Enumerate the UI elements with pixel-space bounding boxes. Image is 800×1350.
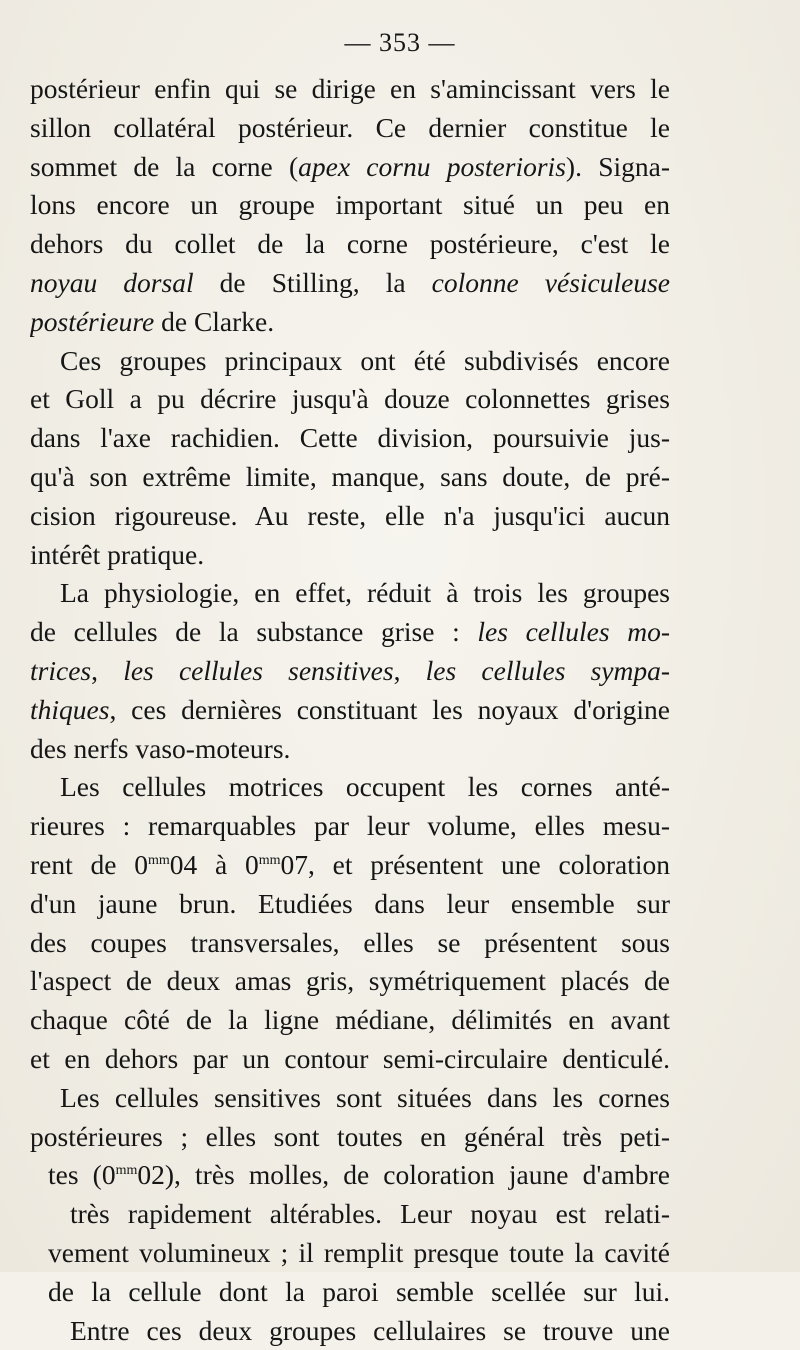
text-run: , — [394, 655, 426, 686]
text-run: lons encore un groupe important situé un peu en — [30, 189, 670, 220]
text-run: de Stilling, la — [194, 267, 432, 298]
text-run: dans l'axe rachidien. Cette division, poursuivie jus- — [30, 422, 670, 453]
text-line — [30, 380, 670, 419]
text-run: chaque côté de la ligne médiane, délimités en avant — [30, 1004, 670, 1035]
text-line — [30, 1195, 670, 1234]
text-line — [30, 342, 670, 381]
italic-text: les cellules sensitives — [123, 655, 393, 686]
italic-text: thiques — [30, 694, 109, 725]
text-run: rent de 0 — [30, 849, 148, 880]
text-run: ). Signa- — [566, 151, 670, 182]
unit-superscript: mm — [259, 853, 281, 868]
text-run: , ces dernières constituant les noyaux d'origine — [109, 694, 670, 725]
text-run: rieures : remarquables par leur volume, elles mesu- — [30, 810, 670, 841]
italic-text: les cellules mo- — [477, 616, 670, 647]
text-line — [30, 1234, 670, 1273]
text-run: postérieur enfin qui se dirige en s'amincissant vers le — [30, 73, 670, 104]
text-run: qu'à son extrême limite, manque, sans doute, de pré- — [30, 461, 670, 492]
text-line — [30, 1118, 670, 1157]
text-run: Ces groupes principaux ont été subdivisés encore — [60, 345, 670, 376]
text-line — [30, 497, 670, 536]
text-run: très rapidement altérables. Leur noyau est relati- — [70, 1198, 670, 1229]
italic-text: trices — [30, 655, 91, 686]
page-number: — 353 — — [0, 28, 800, 58]
text-run: Les cellules sensitives sont situées dans les cornes — [60, 1082, 670, 1113]
text-run: et en dehors par un contour semi-circulaire denticulé. — [30, 1043, 670, 1074]
text-run: postérieures ; elles sont toutes en général très peti- — [30, 1121, 670, 1152]
text-line — [30, 1079, 670, 1118]
text-run: sillon collatéral postérieur. Ce dernier constitue le — [30, 112, 670, 143]
text-line — [30, 1040, 670, 1079]
text-line — [30, 962, 670, 1001]
text-line — [30, 768, 670, 807]
italic-text: noyau dorsal — [30, 267, 194, 298]
text-run: cision rigoureuse. Au reste, elle n'a jusqu'ici aucun — [30, 500, 670, 531]
text-line — [30, 652, 670, 691]
italic-text: postérieure — [30, 306, 154, 337]
text-run: tes (0 — [48, 1159, 116, 1190]
text-run: 02), très molles, de coloration jaune d'ambre — [137, 1159, 670, 1190]
text-line — [30, 691, 670, 730]
text-line — [30, 730, 670, 769]
text-line — [30, 148, 670, 187]
italic-text: apex cornu posterioris — [298, 151, 566, 182]
text-line — [30, 70, 670, 109]
text-run: l'aspect de deux amas gris, symétriquement placés de — [30, 965, 670, 996]
text-run: d'un jaune brun. Etudiées dans leur ensemble sur — [30, 888, 670, 919]
text-line — [30, 1312, 670, 1350]
text-line — [30, 264, 670, 303]
text-line — [30, 1001, 670, 1040]
unit-superscript: mm — [148, 853, 170, 868]
text-line — [30, 1273, 670, 1312]
text-run: La physiologie, en effet, réduit à trois les groupes — [60, 577, 670, 608]
italic-text: les cellules sympa- — [426, 655, 670, 686]
text-line — [30, 574, 670, 613]
text-line — [30, 1156, 670, 1195]
text-line — [30, 225, 670, 264]
text-run: intérêt pratique. — [30, 539, 204, 570]
text-run: des coupes transversales, elles se présentent sous — [30, 927, 670, 958]
body-text — [30, 70, 670, 1350]
text-run: dehors du collet de la corne postérieure, c'est le — [30, 228, 670, 259]
text-line — [30, 458, 670, 497]
text-run: 07, et présentent une coloration — [281, 849, 670, 880]
text-run: vement volumineux ; il remplit presque toute la cavité — [48, 1237, 670, 1268]
text-run: des nerfs vaso-moteurs. — [30, 733, 290, 764]
text-run: et Goll a pu décrire jusqu'à douze colonnettes grises — [30, 383, 670, 414]
text-line — [30, 186, 670, 225]
text-line — [30, 419, 670, 458]
text-run: de cellules de la substance grise : — [30, 616, 477, 647]
text-line — [30, 613, 670, 652]
text-line — [30, 924, 670, 963]
text-run: Les cellules motrices occupent les cornes anté- — [60, 771, 670, 802]
text-run: 04 à 0 — [170, 849, 259, 880]
text-line — [30, 885, 670, 924]
unit-superscript: mm — [116, 1163, 138, 1178]
text-run: sommet de la corne ( — [30, 151, 298, 182]
text-run: Entre ces deux groupes cellulaires se trouve une — [70, 1315, 670, 1346]
italic-text: colonne vésiculeuse — [432, 267, 670, 298]
text-line — [30, 109, 670, 148]
text-run: de Clarke. — [154, 306, 274, 337]
text-line — [30, 807, 670, 846]
text-line — [30, 846, 670, 885]
text-line — [30, 303, 670, 342]
text-line — [30, 536, 670, 575]
text-run: , — [91, 655, 123, 686]
text-run: de la cellule dont la paroi semble scellée sur lui. — [48, 1276, 670, 1307]
